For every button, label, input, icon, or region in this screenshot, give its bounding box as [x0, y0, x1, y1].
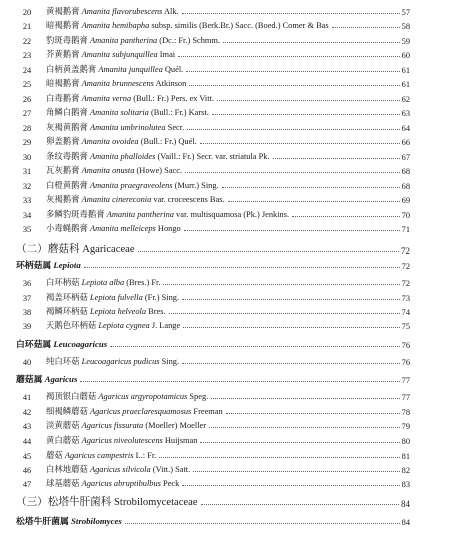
dot-leader — [184, 230, 400, 231]
toc-entry-species[interactable] — [16, 354, 410, 367]
author-citation: Freeman — [193, 407, 223, 416]
latin-name: Strobilomycetaceae — [114, 497, 198, 508]
page-number: 63 — [401, 109, 410, 118]
chinese-name: 蘑菇 — [46, 451, 63, 460]
entry-number: 29 — [22, 138, 32, 147]
page-number: 77 — [401, 376, 410, 385]
chinese-name: 豹斑毒鹅膏 — [46, 36, 88, 45]
toc-entry-species[interactable] — [16, 4, 410, 17]
chinese-name: （三）松塔牛肝菌科 — [16, 497, 112, 508]
entry-title — [46, 34, 220, 46]
latin-name: Amanita pantherina — [106, 210, 174, 219]
author-citation: Speg. — [189, 392, 209, 401]
toc-entry-genus[interactable] — [16, 258, 410, 271]
latin-name: Agaricus fissurata — [81, 421, 144, 430]
author-citation: (Moeller) Moeller — [145, 421, 207, 430]
page-number: 58 — [401, 22, 410, 31]
toc-entry-species[interactable] — [16, 192, 410, 205]
chinese-name: 褐鳞环柄菇 — [46, 307, 88, 316]
latin-name: Amanita phalloides — [89, 152, 156, 161]
author-citation: (Fr.) Sing. — [144, 293, 180, 302]
page-number: 61 — [401, 80, 410, 89]
latin-name: Agaricus silvicola — [89, 465, 151, 474]
chinese-name: 灰褐黄鹅膏 — [46, 123, 88, 132]
toc-entry-species[interactable] — [16, 304, 410, 317]
dot-leader — [182, 299, 400, 300]
entry-number: 36 — [22, 279, 32, 288]
toc-entry-species[interactable] — [16, 120, 410, 133]
dot-leader — [217, 100, 400, 101]
author-citation: J. Lange — [151, 321, 181, 330]
entry-title — [46, 390, 208, 402]
entry-title — [16, 241, 135, 256]
page-number: 84 — [401, 499, 410, 509]
chinese-name: 黄白蘑菇 — [46, 436, 80, 445]
author-citation: (Bres.) Fr. — [126, 278, 161, 287]
chinese-name: 天鹅色环柄菇 — [46, 321, 97, 330]
entry-number: 37 — [22, 294, 32, 303]
dot-leader — [185, 172, 400, 173]
toc-entry-species[interactable] — [16, 389, 410, 402]
latin-name: Lepiota helveola — [89, 307, 147, 316]
dot-leader — [226, 413, 400, 414]
dot-leader — [332, 27, 400, 28]
chinese-name: （二）蘑菇科 — [16, 244, 80, 255]
entry-number: 28 — [22, 124, 32, 133]
author-citation: L.: Fr. — [135, 451, 157, 460]
latin-name: Amanita brunnescens — [81, 79, 154, 88]
latin-name: Amanita umbrinolutea — [89, 123, 166, 132]
page-number: 61 — [401, 66, 410, 75]
entry-number: 33 — [22, 196, 32, 205]
toc-entry-species[interactable] — [16, 462, 410, 475]
author-citation: Secr. — [167, 123, 185, 132]
entry-number: 39 — [22, 322, 32, 331]
latin-name: Lepiota cygnea — [98, 321, 150, 330]
latin-name: Agaricus niveolutescens — [81, 436, 163, 445]
dot-leader — [84, 267, 400, 268]
latin-name: Agaricus abruptibulbus — [81, 479, 161, 488]
dot-leader — [200, 143, 400, 144]
entry-number: 30 — [22, 153, 32, 162]
entry-title — [16, 258, 81, 271]
page-number: 76 — [401, 341, 410, 350]
dot-leader — [163, 284, 399, 285]
dot-leader — [182, 13, 400, 14]
author-citation: (Vaill.: Fr.) Secr. var. striatula Pk. — [157, 152, 270, 161]
entry-title — [46, 355, 179, 367]
dot-leader — [125, 523, 400, 524]
entry-number: 22 — [22, 37, 32, 46]
author-citation: Bres. — [148, 307, 166, 316]
toc-entry-species[interactable] — [16, 134, 410, 147]
entry-number: 44 — [22, 437, 32, 446]
toc-entry-species[interactable] — [16, 91, 410, 104]
author-citation: (Bull.: Fr.) Karst. — [150, 108, 209, 117]
toc-entry-species[interactable] — [16, 47, 410, 60]
page-number: 72 — [401, 279, 410, 288]
latin-name: Amanita pantherina — [89, 36, 158, 45]
dot-leader — [183, 327, 399, 328]
chinese-name: 小毒蝇鹅膏 — [46, 224, 88, 233]
entry-number: 40 — [22, 358, 32, 367]
dot-leader — [189, 85, 399, 86]
entry-title — [46, 92, 214, 104]
author-citation: var. multisquamosa (Pk.) Jenkins. — [176, 210, 290, 219]
page-number: 81 — [401, 452, 410, 461]
page-number: 72 — [401, 246, 410, 256]
chinese-name: 白林地蘑菇 — [46, 465, 88, 474]
entry-title — [46, 19, 329, 31]
latin-name: Amanita ovoidea — [81, 137, 139, 146]
author-citation: Imai — [159, 50, 176, 59]
latin-name: Amanita hemibapha — [81, 21, 150, 30]
entry-title — [46, 477, 179, 489]
entry-title — [46, 222, 181, 234]
entry-title — [46, 463, 190, 475]
entry-title — [46, 405, 223, 417]
toc-entry-species[interactable] — [16, 163, 410, 176]
toc-entry-species[interactable] — [16, 448, 410, 461]
page-number: 66 — [401, 138, 410, 147]
entry-title — [16, 372, 77, 385]
dot-leader — [187, 129, 399, 130]
entry-title — [16, 494, 198, 509]
latin-name: Lepiota — [53, 260, 81, 270]
entry-number: 21 — [22, 22, 32, 31]
page-number: 75 — [401, 322, 410, 331]
latin-name: Agaricus praeclaresquamosus — [89, 407, 192, 416]
toc-entry-species[interactable] — [16, 18, 410, 31]
page-number: 67 — [401, 153, 410, 162]
toc-entry-species[interactable] — [16, 275, 410, 288]
dot-leader — [159, 457, 399, 458]
entry-title — [46, 208, 289, 220]
entry-number: 32 — [22, 182, 32, 191]
entry-title — [46, 179, 219, 191]
toc-entry-species[interactable] — [16, 221, 410, 234]
latin-name: Amanita praegraveolens — [89, 181, 173, 190]
page-number: 59 — [401, 37, 410, 46]
toc-entry-species[interactable] — [16, 105, 410, 118]
chinese-name: 褐盖环柄菇 — [46, 293, 88, 302]
chinese-name: 芥黄鹅膏 — [46, 50, 80, 59]
page-number: 68 — [401, 182, 410, 191]
page-number: 78 — [401, 408, 410, 417]
entry-title — [46, 135, 197, 147]
entry-number: 31 — [22, 167, 32, 176]
latin-name: Lepiota alba — [81, 278, 125, 287]
latin-name: Agaricus campestris — [64, 451, 134, 460]
page-number: 69 — [401, 196, 410, 205]
page-number: 84 — [401, 518, 410, 527]
entry-title — [46, 193, 225, 205]
author-citation: Peck — [163, 479, 180, 488]
chinese-name: 条纹毒鹅膏 — [46, 152, 88, 161]
dot-leader — [209, 427, 400, 428]
chinese-name: 纯白环菇 — [46, 357, 80, 366]
author-citation: Sing. — [161, 357, 180, 366]
author-citation: var. croceescens Bas. — [153, 195, 225, 204]
dot-leader — [222, 187, 400, 188]
dot-leader — [273, 158, 400, 159]
chinese-name: 暗褐鹅膏 — [46, 79, 80, 88]
latin-name: Strobilomyces — [71, 516, 122, 526]
page-number: 73 — [401, 294, 410, 303]
latin-name: Agaricus — [44, 374, 78, 384]
author-citation: (Bull.: Fr.) Pers. ex Vitt. — [133, 94, 215, 103]
chinese-name: 球基蘑菇 — [46, 479, 80, 488]
toc-entry-species[interactable] — [16, 290, 410, 303]
latin-name: Amanita melleiceps — [89, 224, 156, 233]
page-number: 60 — [401, 51, 410, 60]
entry-number: 45 — [22, 452, 32, 461]
dot-leader — [80, 381, 399, 382]
entry-title — [46, 434, 197, 446]
entry-title — [46, 150, 270, 162]
dot-leader — [178, 56, 400, 57]
entry-title — [46, 305, 166, 317]
entry-title — [46, 5, 179, 17]
chinese-name: 淡黄蘑菇 — [46, 421, 80, 430]
entry-number: 42 — [22, 408, 32, 417]
latin-name: Amanita cinereconia — [81, 195, 152, 204]
entry-number: 43 — [22, 422, 32, 431]
entry-title — [46, 291, 179, 303]
entry-title — [46, 106, 209, 118]
author-citation: Hongo — [157, 224, 181, 233]
chinese-name: 蘑菇属 — [16, 374, 43, 384]
entry-number: 41 — [22, 393, 32, 402]
entry-title — [46, 319, 180, 331]
dot-leader — [186, 71, 399, 72]
entry-number: 35 — [22, 225, 32, 234]
chinese-name: 角鳞白鹅膏 — [46, 108, 88, 117]
chinese-name: 褐顶银白蘑菇 — [46, 392, 97, 401]
chinese-name: 黄褐鹅膏 — [46, 7, 80, 16]
toc-entry-species[interactable] — [16, 433, 410, 446]
author-citation: Atkinson — [155, 79, 187, 88]
author-citation: (Bull.: Fr.) Quél. — [140, 137, 197, 146]
entry-number: 26 — [22, 95, 32, 104]
toc-entry-species[interactable] — [16, 33, 410, 46]
dot-leader — [193, 471, 399, 472]
page-number: 70 — [401, 211, 410, 220]
author-citation: (Vitt.) Satt. — [152, 465, 191, 474]
entry-title — [46, 449, 156, 461]
entry-number: 24 — [22, 66, 32, 75]
page-number: 74 — [401, 308, 410, 317]
entry-title — [16, 514, 122, 527]
toc-entry-genus[interactable] — [16, 514, 410, 527]
chinese-name: 瓦灰鹅膏 — [46, 166, 80, 175]
toc-entry-species[interactable] — [16, 418, 410, 431]
page-number: 76 — [401, 358, 410, 367]
chinese-name: 白毒鹅膏 — [46, 94, 80, 103]
latin-name: Amanita verna — [81, 94, 132, 103]
entry-title — [46, 48, 175, 60]
dot-leader — [138, 251, 399, 252]
page-number: 79 — [401, 422, 410, 431]
dot-leader — [182, 485, 399, 486]
latin-name: Amanita onusta — [81, 166, 135, 175]
latin-name: Leucoagaricus pudicus — [81, 357, 160, 366]
toc-entry-species[interactable] — [16, 76, 410, 89]
page-number: 68 — [401, 167, 410, 176]
page-number: 64 — [401, 124, 410, 133]
toc-entry-genus[interactable] — [16, 337, 410, 350]
latin-name: Agaricaceae — [82, 244, 135, 255]
chinese-name: 暗褐鹅膏 — [46, 21, 80, 30]
author-citation: subsp. similis (Berk.Br.) Sacc. (Boed.) Comer & Bas — [151, 21, 329, 30]
chinese-name: 灰褐鹅膏 — [46, 195, 80, 204]
dot-leader — [110, 346, 399, 347]
dot-leader — [228, 201, 400, 202]
entry-title — [46, 164, 182, 176]
toc-entry-genus[interactable] — [16, 372, 410, 385]
author-citation: (Dc.: Fr.) Schmm. — [159, 36, 221, 45]
entry-title — [46, 63, 183, 75]
entry-number: 38 — [22, 308, 32, 317]
entry-number: 46 — [22, 466, 32, 475]
dot-leader — [200, 442, 399, 443]
toc-entry-species[interactable] — [16, 178, 410, 191]
latin-name: Leucoagaricus — [53, 339, 108, 349]
chinese-name: 多鳞豹斑毒鹅膏 — [46, 210, 105, 219]
toc-entry-species[interactable] — [16, 62, 410, 75]
entry-number: 20 — [22, 8, 32, 17]
entry-title — [46, 276, 160, 288]
latin-name: Amanita flavorubescens — [81, 7, 163, 16]
entry-number: 23 — [22, 51, 32, 60]
entry-title — [16, 337, 107, 350]
page-number: 77 — [401, 393, 410, 402]
entry-number: 34 — [22, 211, 32, 220]
dot-leader — [292, 216, 400, 217]
latin-name: Amanita subjunquillea — [81, 50, 158, 59]
latin-name: Lepiota fulvella — [89, 293, 143, 302]
page-number: 71 — [401, 225, 410, 234]
dot-leader — [182, 363, 400, 364]
dot-leader — [201, 504, 399, 505]
entry-number: 47 — [22, 480, 32, 489]
page-number: 72 — [401, 262, 410, 271]
entry-title — [46, 419, 206, 431]
entry-number: 27 — [22, 109, 32, 118]
dot-leader — [211, 398, 399, 399]
toc-entry-species[interactable] — [16, 207, 410, 220]
toc-entry-family[interactable] — [16, 240, 410, 256]
page-number: 80 — [401, 437, 410, 446]
latin-name: Amanita junquillea — [98, 65, 163, 74]
chinese-name: 细褐鳞蘑菇 — [46, 407, 88, 416]
page-number: 57 — [401, 8, 410, 17]
dot-leader — [212, 114, 400, 115]
toc-entry-family[interactable] — [16, 493, 410, 509]
latin-name: Agaricus argyropotamicus — [98, 392, 188, 401]
toc-entry-species[interactable] — [16, 149, 410, 162]
dot-leader — [223, 42, 400, 43]
toc-entry-species[interactable] — [16, 318, 410, 331]
page-number: 62 — [401, 95, 410, 104]
chinese-name: 白环菇属 — [16, 339, 52, 349]
chinese-name: 松塔牛肝菌属 — [16, 516, 69, 526]
author-citation: Huijsman — [164, 436, 198, 445]
latin-name: Amanita solitaria — [89, 108, 149, 117]
author-citation: (Howe) Sacc. — [136, 166, 183, 175]
dot-leader — [169, 313, 400, 314]
toc-entry-species[interactable] — [16, 404, 410, 417]
chinese-name: 环柄菇属 — [16, 260, 52, 270]
entry-title — [46, 121, 184, 133]
chinese-name: 卵盖鹅膏 — [46, 137, 80, 146]
chinese-name: 白环柄菇 — [46, 278, 80, 287]
entry-title — [46, 77, 186, 89]
author-citation: Quél. — [164, 65, 184, 74]
page-number: 83 — [401, 480, 410, 489]
chinese-name: 白柄黄盖鹅膏 — [46, 65, 97, 74]
author-citation: (Murr.) Sing. — [174, 181, 219, 190]
page-number: 82 — [401, 466, 410, 475]
toc-entry-species[interactable] — [16, 476, 410, 489]
entry-number: 25 — [22, 80, 32, 89]
author-citation: Alk. — [163, 7, 179, 16]
chinese-name: 白橙黄鹅膏 — [46, 181, 88, 190]
